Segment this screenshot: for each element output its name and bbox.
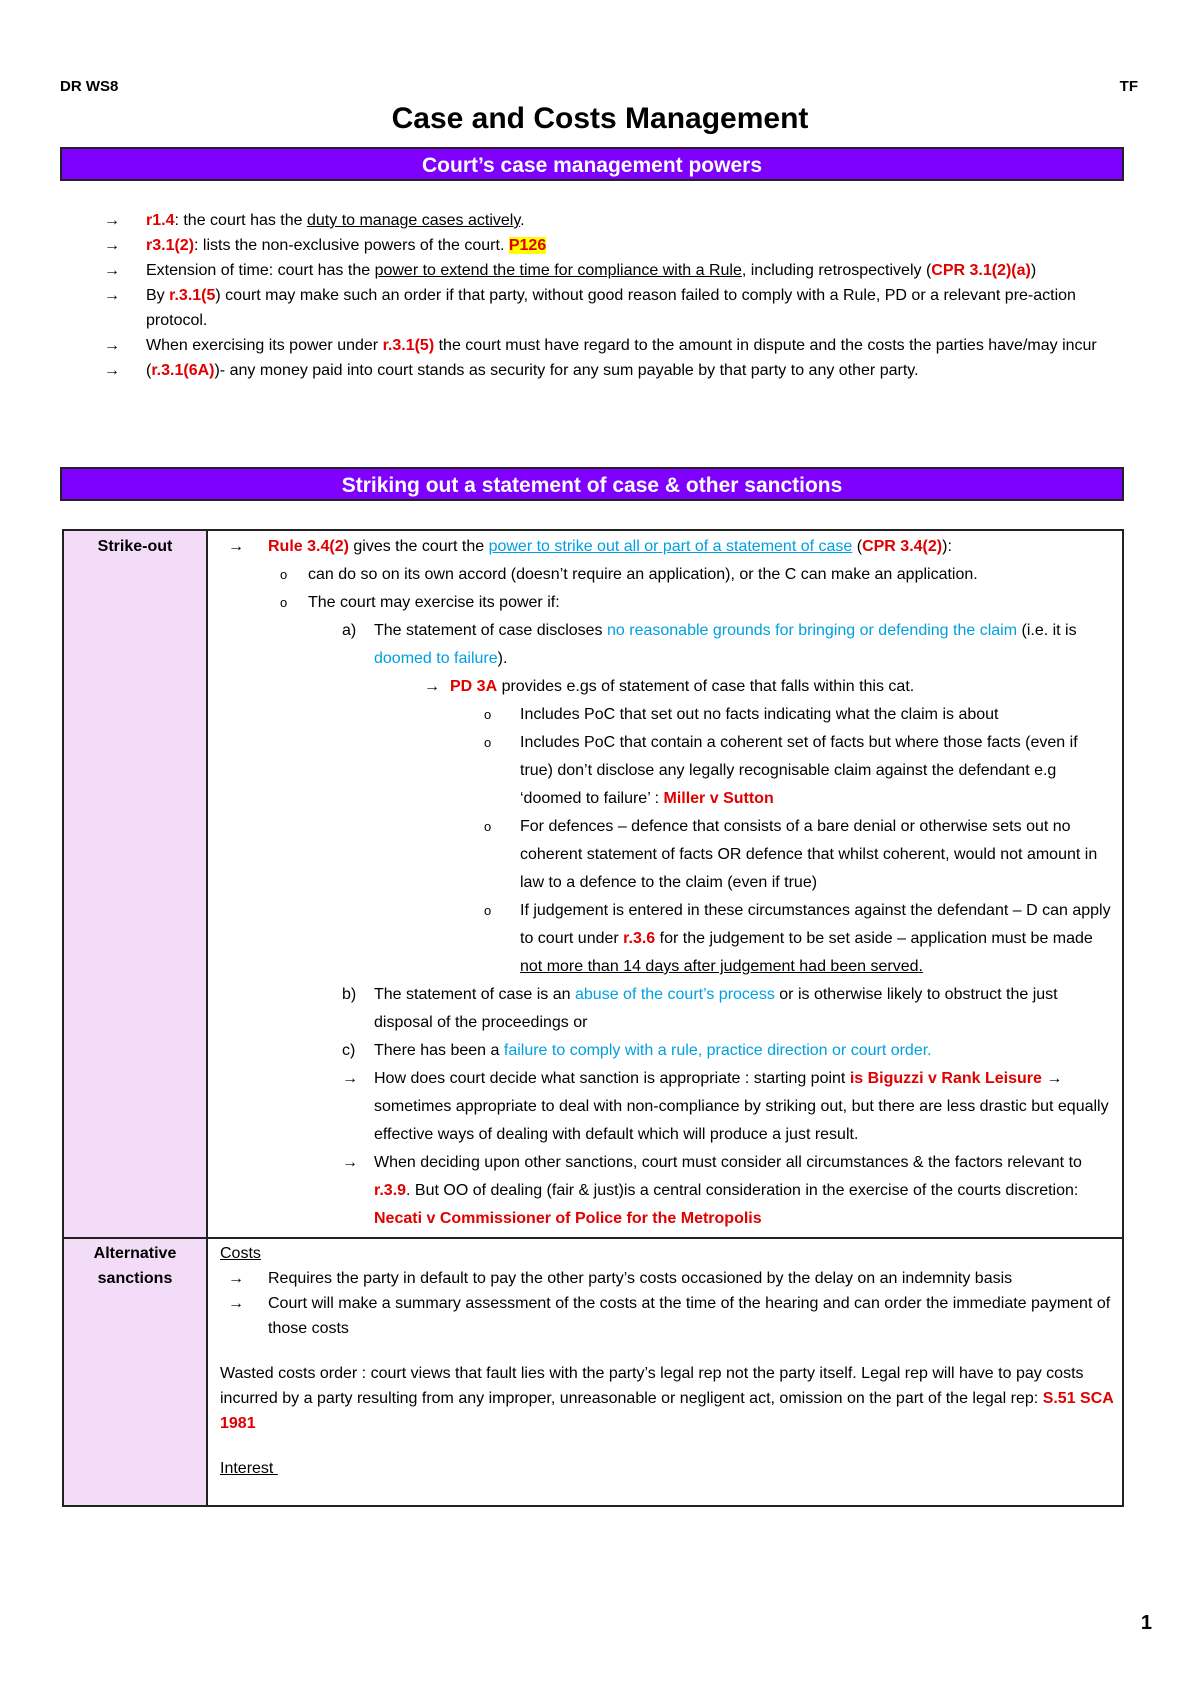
text: ) court may make such an order if that party, without good reason failed to comply with a Rule, PD or a relevant pre-action protocol. — [146, 287, 1076, 329]
header-right: TF — [1119, 78, 1138, 95]
rule-ref: CPR 3.4(2) — [862, 538, 943, 555]
text: : lists the non-exclusive powers of the court. — [194, 237, 509, 254]
text: Extension of time: court has the — [146, 262, 375, 279]
text: The court may exercise its power if: — [308, 594, 560, 611]
arrow-icon: → — [342, 1070, 358, 1087]
text: There has been a — [374, 1042, 504, 1059]
list-item — [220, 813, 1114, 897]
spacer — [220, 1341, 1114, 1361]
rule-ref: r.3.9 — [374, 1182, 407, 1199]
costs-heading: Costs — [220, 1245, 261, 1262]
arrow-icon: → — [104, 287, 120, 304]
text: Includes PoC that set out no facts indicating what the claim is about — [520, 706, 999, 723]
sanction-how — [220, 1065, 1114, 1149]
rule-ref: r3.1(2) — [146, 237, 195, 254]
section-banner-case-management: Court’s case management powers — [60, 147, 1124, 181]
sanctions-table — [62, 529, 1124, 1507]
list-item — [104, 233, 1134, 258]
underlined-text: duty to manage cases actively — [307, 212, 521, 229]
text: . But OO of dealing (fair & just)is a central consideration in the exercise of the courts discretion: — [406, 1182, 1079, 1199]
statute-ref: S.51 SCA 1981 — [220, 1390, 1114, 1432]
strike-out-content — [207, 530, 1123, 1238]
highlight-text: power to strike out all or part of a statement of case — [488, 538, 853, 555]
list-item — [220, 701, 1114, 729]
text: The statement of case discloses — [374, 622, 607, 639]
table-row — [63, 1238, 1123, 1506]
arrow-icon: → — [104, 362, 120, 379]
text: )- any money paid into court stands as security for any sum payable by that party to any other party. — [214, 362, 919, 379]
arrow-icon: → — [228, 1270, 244, 1287]
list-item — [104, 283, 1134, 333]
text: ): — [942, 538, 952, 555]
list-item — [104, 333, 1134, 358]
underlined-text: not more than 14 days after judgement had been served. — [520, 958, 923, 975]
arrow-icon: → — [104, 212, 120, 229]
row-label-strike-out: Strike-out — [63, 530, 207, 1238]
text: When deciding upon other sanctions, court must consider all circumstances & the factors relevant to — [374, 1154, 1082, 1171]
case-ref: Necati v Commissioner of Police for the Metropolis — [374, 1210, 762, 1227]
strike-out-rule — [220, 533, 1114, 561]
text: (i.e. it is — [1017, 622, 1077, 639]
ground-a — [220, 617, 1114, 673]
text: Wasted costs order : court views that fault lies with the party’s legal rep not the party itself. Legal rep will have to pay costs incurred by a party resulting from any improper, unreasonable or negligent act, omission on the part of the legal rep: — [220, 1365, 1084, 1407]
list-marker: c) — [342, 1042, 356, 1059]
text: sometimes appropriate to deal with non-compliance by striking out, but there are less drastic but equally effective ways of dealing with default which will produce a just result. — [374, 1098, 1109, 1143]
text: or is otherwise likely to obstruct the just disposal of the proceedings or — [374, 986, 1058, 1031]
text: . — [520, 212, 525, 229]
rule-ref: r1.4 — [146, 212, 175, 229]
arrow-icon: → — [104, 337, 120, 354]
powers-list — [104, 208, 1134, 383]
arrow-icon: → — [424, 678, 440, 695]
text: ( — [146, 362, 152, 379]
bullet-icon: o — [280, 595, 288, 610]
page-number: 1 — [1140, 1612, 1152, 1634]
bullet-icon: o — [484, 903, 492, 918]
text: ). — [497, 650, 508, 667]
list-item — [220, 589, 1114, 617]
bullet-icon: o — [484, 735, 492, 750]
text: By — [146, 287, 170, 304]
header-left: DR WS8 — [60, 78, 119, 95]
pd-3a-item — [220, 673, 1114, 701]
page-title: Case and Costs Management — [391, 102, 809, 135]
interest-heading: Interest — [220, 1460, 278, 1477]
text: The statement of case is an — [374, 986, 575, 1003]
rule-ref: CPR 3.1(2)(a) — [931, 262, 1031, 279]
section-banner-striking-out: Striking out a statement of case & other sanctions — [60, 467, 1124, 501]
arrow-icon: → — [228, 1295, 244, 1312]
rule-ref: r.3.1(5) — [382, 337, 435, 354]
text: gives the court the — [348, 538, 489, 555]
text: ( — [852, 538, 863, 555]
table-row — [63, 530, 1123, 1238]
alternative-sanctions-content — [207, 1238, 1123, 1506]
arrow-icon: → — [342, 1154, 358, 1171]
list-item — [104, 358, 1134, 383]
wasted-costs — [220, 1361, 1114, 1436]
rule-ref: r.3.1(5 — [169, 287, 216, 304]
arrow-icon: → — [104, 237, 120, 254]
row-label-alternative-sanctions: Alternative sanctions — [63, 1238, 207, 1506]
list-item — [220, 729, 1114, 813]
arrow-icon: → — [1046, 1070, 1063, 1087]
text: Requires the party in default to pay the other party’s costs occasioned by the delay on an indemnity basis — [268, 1270, 1013, 1287]
highlight-text: no reasonable grounds for bringing or defending the claim — [607, 622, 1018, 639]
rule-ref: Rule 3.4(2) — [268, 538, 349, 555]
text: When exercising its power under — [146, 337, 383, 354]
arrow-icon: → — [104, 262, 120, 279]
rule-ref: r.3.1(6A) — [151, 362, 215, 379]
case-ref: is Biguzzi v Rank Leisure — [849, 1070, 1042, 1087]
text: Court will make a summary assessment of the costs at the time of the hearing and can order the immediate payment of those costs — [268, 1295, 1111, 1337]
text: If judgement is entered in these circumstances against the defendant – D can apply to court under — [520, 902, 1111, 947]
list-item — [220, 561, 1114, 589]
text: ) — [1030, 262, 1037, 279]
underlined-text: power to extend the time for compliance with a Rule — [374, 262, 742, 279]
text: , including retrospectively ( — [741, 262, 932, 279]
ground-b — [220, 981, 1114, 1037]
sanction-other — [220, 1149, 1114, 1233]
list-item — [220, 897, 1114, 981]
spacer — [220, 1436, 1114, 1456]
list-item — [104, 208, 1134, 233]
rule-ref: r.3.6 — [623, 930, 656, 947]
text: for the judgement to be set aside – application must be made — [655, 930, 1093, 947]
bullet-icon: o — [484, 707, 492, 722]
list-marker: a) — [342, 622, 357, 639]
text: provides e.gs of statement of case that falls within this cat. — [497, 678, 915, 695]
text: the court must have regard to the amount in dispute and the costs the parties have/may incur — [434, 337, 1097, 354]
rule-ref: PD 3A — [450, 678, 498, 695]
arrow-icon: → — [228, 538, 244, 555]
highlight-page-ref: P126 — [508, 237, 547, 254]
bullet-icon: o — [484, 819, 492, 834]
text: How does court decide what sanction is appropriate : starting point — [374, 1070, 850, 1087]
case-ref: Miller v Sutton — [663, 790, 774, 807]
highlight-text: abuse of the court’s process — [575, 986, 775, 1003]
list-marker: b) — [342, 986, 357, 1003]
text: Includes PoC that contain a coherent set of facts but where those facts (even if true) don’t disclose any legally recognisable claim against the defendant e.g ‘doomed to failure’ : — [520, 734, 1078, 807]
highlight-text: doomed to failure — [374, 650, 498, 667]
text: : the court has the — [174, 212, 307, 229]
text: can do so on its own accord (doesn’t require an application), or the C can make an application. — [308, 566, 978, 583]
list-item — [220, 1291, 1114, 1341]
list-item — [104, 258, 1134, 283]
list-item — [220, 1266, 1114, 1291]
ground-c — [220, 1037, 1114, 1065]
text: For defences – defence that consists of a bare denial or otherwise sets out no coherent statement of facts OR defence that whilst coherent, would not amount in law to a defence to the claim (even if true) — [520, 818, 1098, 891]
highlight-text: failure to comply with a rule, practice direction or court order. — [503, 1042, 932, 1059]
bullet-icon: o — [280, 567, 288, 582]
